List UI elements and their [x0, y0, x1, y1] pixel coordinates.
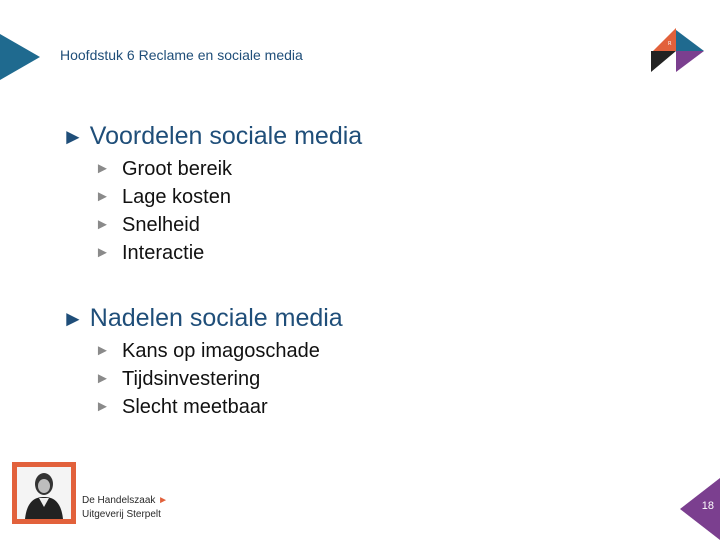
section-heading-text: Nadelen sociale media — [89, 304, 343, 332]
bullet-arrow-icon: ► — [95, 160, 110, 177]
svg-text:R: R — [668, 41, 672, 47]
publisher-line1: De Handelszaak — [82, 495, 156, 506]
page-number-badge — [680, 478, 720, 540]
corner-arrow-icon — [0, 34, 40, 80]
list-item-text: Tijdsinvestering — [122, 368, 261, 390]
portrait-icon — [17, 467, 71, 519]
bullet-arrow-icon: ► — [95, 216, 110, 233]
list-item — [95, 393, 320, 421]
publisher-arrow-icon: ► — [158, 495, 169, 506]
bullet-list-voordelen — [95, 155, 232, 267]
list-item — [95, 239, 232, 267]
svg-text:s: s — [694, 57, 697, 63]
page-badge-shape-icon — [680, 478, 720, 540]
list-item — [95, 211, 232, 239]
heading-arrow-icon: ► — [62, 306, 84, 331]
bullet-arrow-icon: ► — [95, 370, 110, 387]
bullet-arrow-icon: ► — [95, 398, 110, 415]
bullet-arrow-icon: ► — [95, 342, 110, 359]
page-number: 18 — [701, 500, 714, 512]
publisher-logo — [12, 462, 76, 524]
list-item-text: Lage kosten — [122, 186, 231, 208]
list-item — [95, 365, 320, 393]
publisher-name — [82, 494, 168, 522]
list-item-text: Kans op imagoschade — [122, 340, 320, 362]
list-item-text: Snelheid — [122, 214, 200, 236]
list-item — [95, 183, 232, 211]
bullet-list-nadelen — [95, 337, 320, 421]
publisher-line2: Uitgeverij Sterpelt — [82, 509, 161, 520]
list-item-text: Interactie — [122, 242, 205, 264]
bullet-arrow-icon: ► — [95, 188, 110, 205]
list-item — [95, 337, 320, 365]
section-heading-text: Voordelen sociale media — [89, 122, 363, 150]
emblem-icon — [648, 28, 704, 74]
bullet-arrow-icon: ► — [95, 244, 110, 261]
list-item-text: Slecht meetbaar — [122, 396, 268, 418]
chapter-title: Hoofdstuk 6 Reclame en sociale media — [60, 47, 303, 63]
section-heading-nadelen — [62, 303, 343, 334]
heading-arrow-icon: ► — [62, 124, 84, 149]
list-item-text: Groot bereik — [122, 158, 233, 180]
list-item — [95, 155, 232, 183]
section-heading-voordelen — [62, 121, 362, 152]
